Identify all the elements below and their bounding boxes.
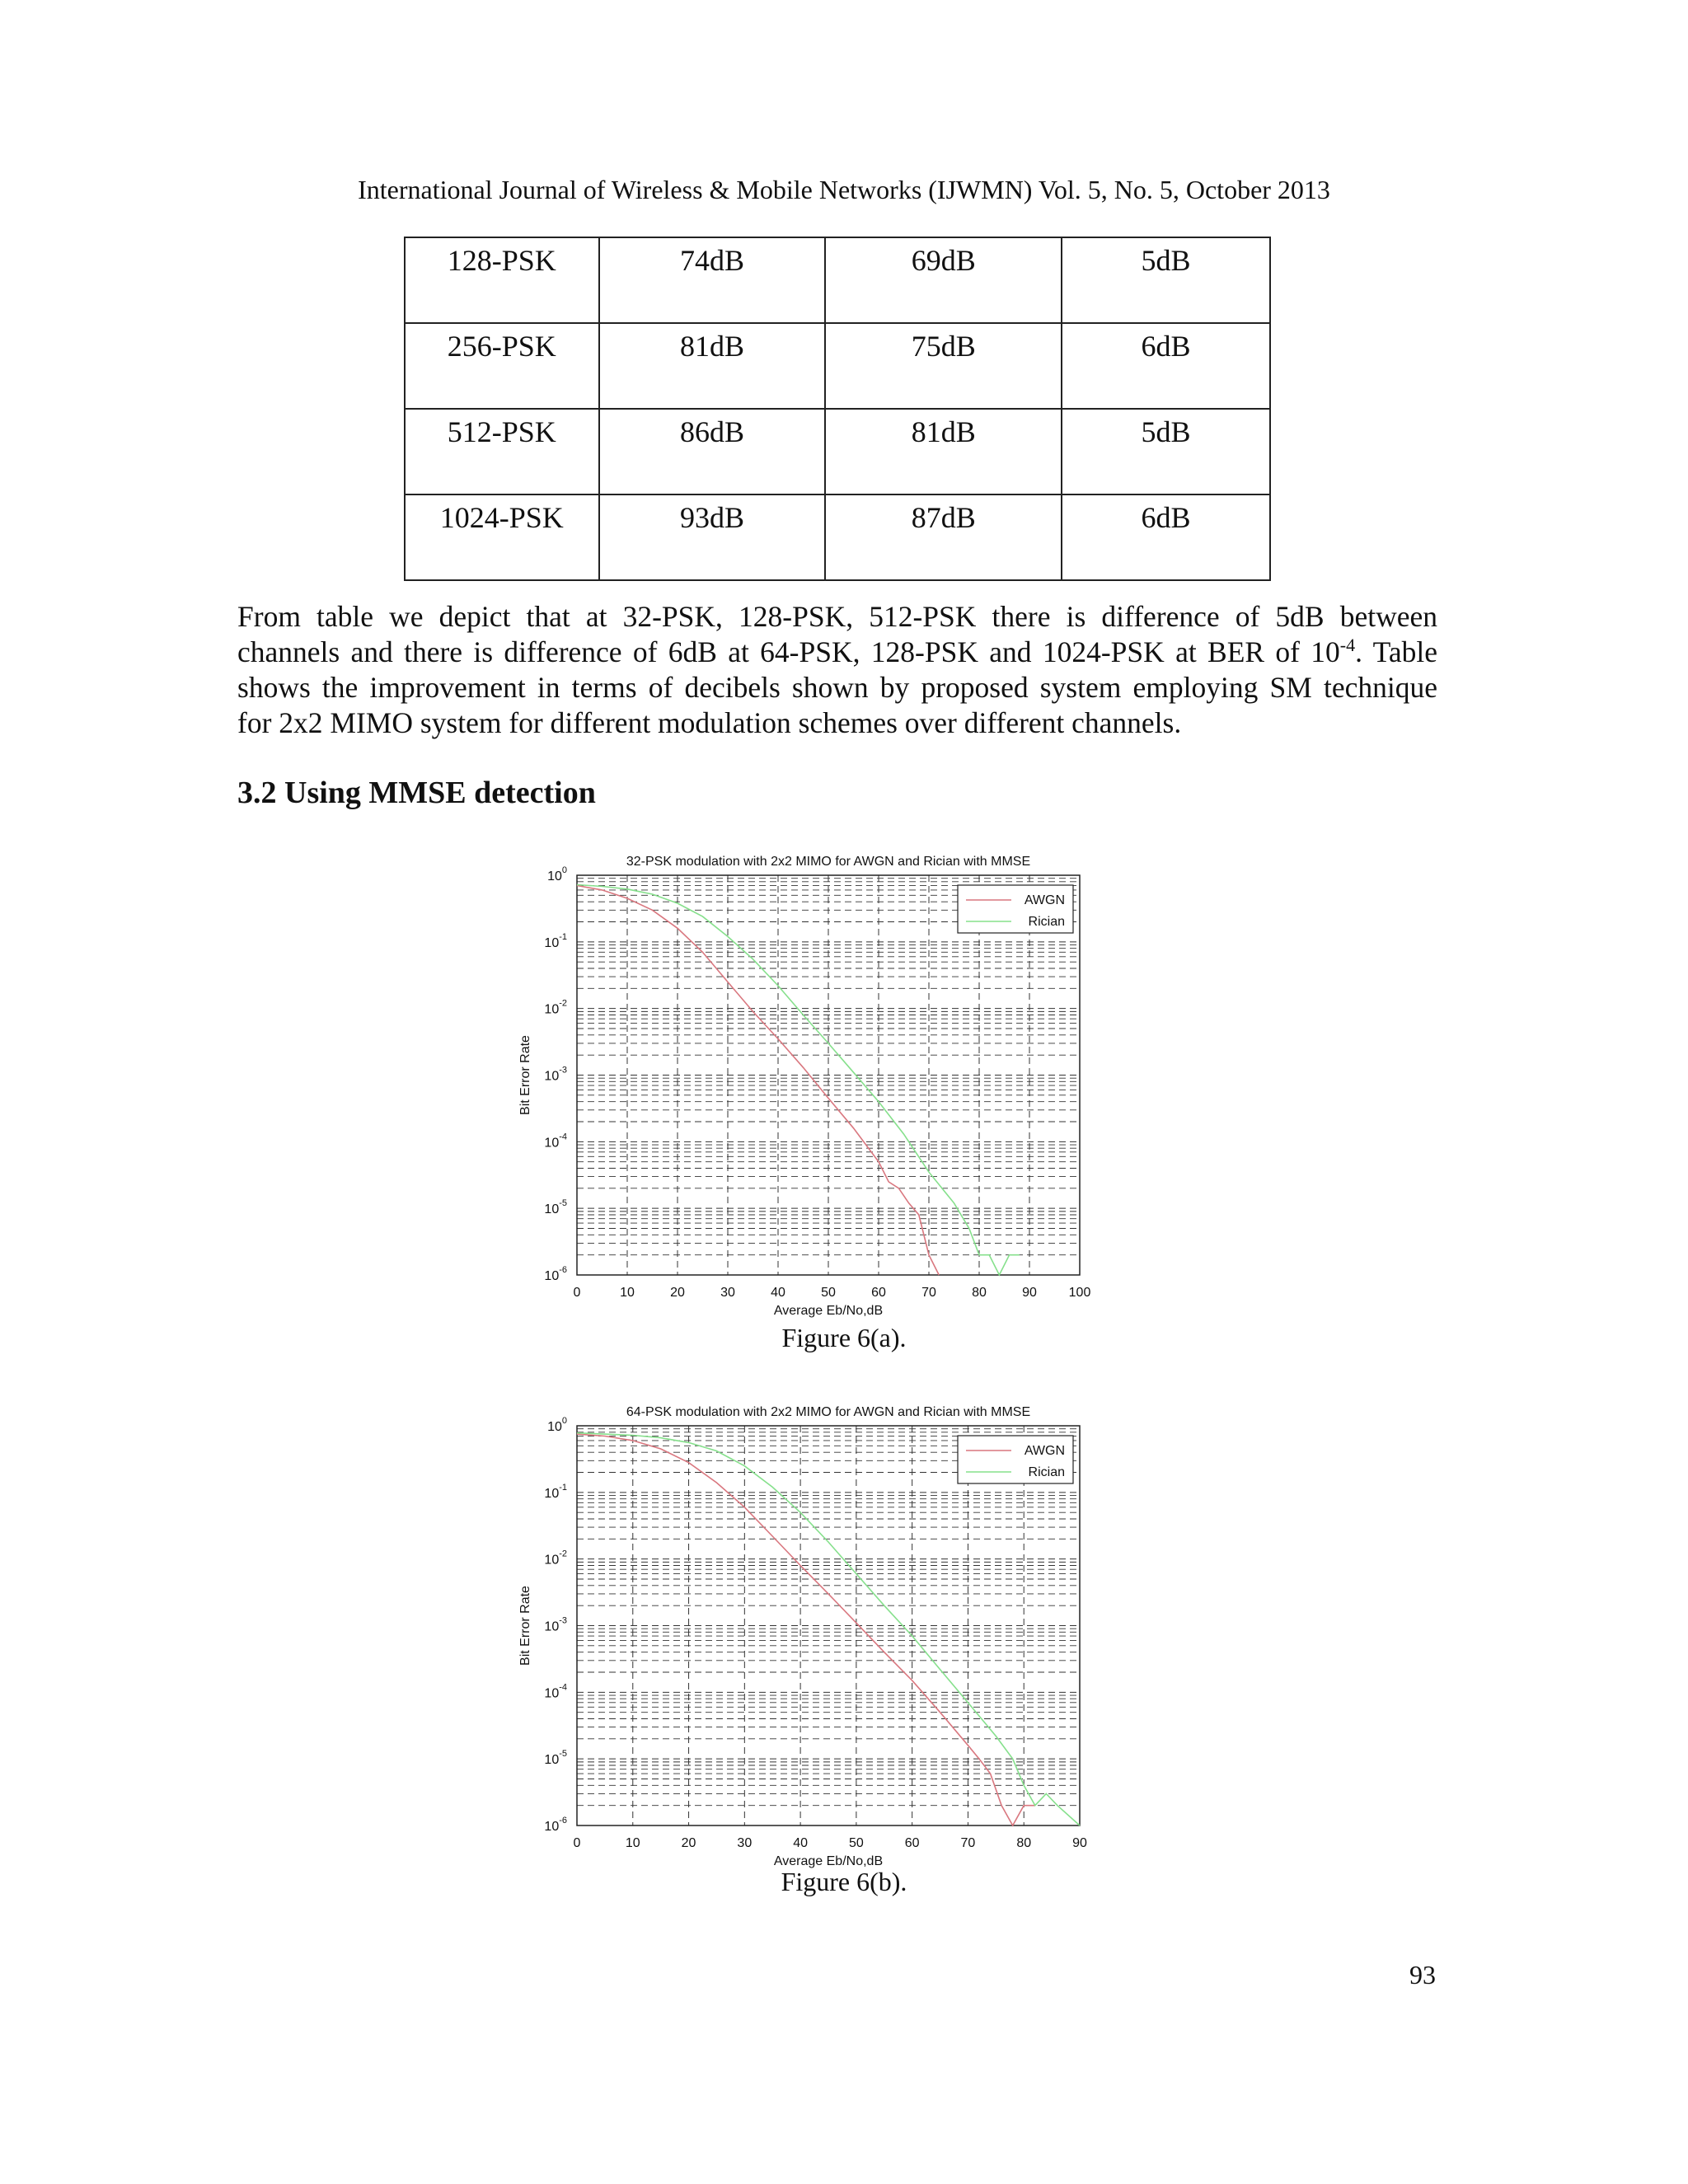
x-tick-label: 30	[720, 1286, 735, 1300]
table-cell: 128-PSK	[405, 237, 599, 323]
chart-title: 64-PSK modulation with 2x2 MIMO for AWGN and Rician with MMSE	[626, 1405, 1031, 1419]
table-cell: 86dB	[599, 409, 826, 494]
x-tick-label: 90	[1022, 1286, 1037, 1300]
legend-entry: Rician	[1028, 1465, 1065, 1479]
y-tick-label: $10^{-5}$	[544, 1749, 567, 1768]
paragraph-line: From table we depict that at 32-PSK, 128-PSK, 512-PSK there is difference of 5dB between	[237, 600, 1437, 633]
y-tick-label: $10^{-1}$	[544, 931, 567, 950]
x-tick-label: 10	[620, 1286, 635, 1300]
table-cell: 75dB	[825, 323, 1062, 409]
figure-caption: Figure 6(b).	[781, 1867, 907, 1896]
x-tick-label: 30	[737, 1836, 753, 1850]
table-row	[405, 323, 1270, 409]
x-tick-label: 60	[904, 1836, 920, 1850]
table-row	[405, 494, 1270, 580]
table-row	[405, 409, 1270, 494]
x-tick-label: 80	[1016, 1836, 1032, 1850]
x-tick-label: 70	[960, 1836, 976, 1850]
table-cell: 5dB	[1062, 237, 1270, 323]
paragraph-text: channels and there is difference of 6dB at 64-PSK, 128-PSK and 1024-PSK at BER of 10	[237, 635, 1340, 668]
table-cell: 69dB	[825, 237, 1062, 323]
x-tick-label: 70	[921, 1286, 936, 1300]
paragraph-line	[237, 635, 1437, 670]
x-tick-label: 60	[871, 1286, 886, 1300]
x-tick-label: 50	[821, 1286, 836, 1300]
table-cell: 81dB	[825, 409, 1062, 494]
section-heading: 3.2 Using MMSE detection	[237, 776, 596, 810]
y-tick-label: $10^{-3}$	[544, 1615, 567, 1634]
y-tick-label: $10^{-6}$	[544, 1816, 567, 1834]
y-tick-label: $10^{-5}$	[544, 1198, 567, 1217]
y-tick-label: $10^{-6}$	[544, 1265, 567, 1283]
y-axis-label: Bit Error Rate	[518, 1586, 532, 1666]
table-cell: 74dB	[599, 237, 826, 323]
x-tick-label: 40	[771, 1286, 785, 1300]
y-tick-label: $10^{-2}$	[544, 998, 567, 1017]
x-tick-label: 90	[1072, 1836, 1087, 1850]
legend-entry: AWGN	[1024, 893, 1065, 907]
table-row	[405, 237, 1270, 323]
results-table	[404, 237, 1271, 581]
paragraph-line: for 2x2 MIMO system for different modulation schemes over different channels.	[237, 706, 1182, 739]
y-tick-label: $10^{-2}$	[544, 1549, 567, 1568]
paragraph-line: shows the improvement in terms of decibels shown by proposed system employing SM technique	[237, 671, 1437, 704]
table-cell: 512-PSK	[405, 409, 599, 494]
y-tick-label: $10^{-4}$	[544, 1132, 567, 1151]
table-cell: 6dB	[1062, 494, 1270, 580]
legend-entry: Rician	[1028, 915, 1065, 929]
table-cell: 6dB	[1062, 323, 1270, 409]
y-axis-label: Bit Error Rate	[518, 1035, 532, 1115]
x-tick-label: 0	[573, 1286, 581, 1300]
y-tick-label: $10^{-3}$	[544, 1065, 567, 1084]
x-axis-label: Average Eb/No,dB	[773, 1304, 884, 1318]
body-paragraph	[237, 599, 1437, 741]
x-tick-label: 50	[848, 1836, 864, 1850]
table-cell: 1024-PSK	[405, 494, 599, 580]
table-cell: 81dB	[599, 323, 826, 409]
x-tick-label: 40	[793, 1836, 809, 1850]
x-tick-label: 20	[670, 1286, 685, 1300]
x-tick-label: 80	[972, 1286, 987, 1300]
figure-caption: Figure 6(a).	[781, 1323, 907, 1352]
y-tick-label: $10^{-1}$	[544, 1482, 567, 1501]
exponent: -4	[1339, 635, 1356, 656]
table-cell: 87dB	[825, 494, 1062, 580]
y-tick-label: $10^{-4}$	[544, 1682, 567, 1701]
x-tick-label: 20	[681, 1836, 696, 1850]
table-cell: 93dB	[599, 494, 826, 580]
x-tick-label: 100	[1068, 1286, 1091, 1300]
x-axis-label: Average Eb/No,dB	[773, 1854, 884, 1868]
ber-chart-32psk	[511, 842, 1104, 1320]
paragraph-text: . Table	[1355, 635, 1437, 668]
ber-chart-64psk	[511, 1393, 1104, 1871]
table-cell: 256-PSK	[405, 323, 599, 409]
page-number: 93	[1409, 1960, 1436, 1990]
chart-title: 32-PSK modulation with 2x2 MIMO for AWGN and Rician with MMSE	[626, 855, 1031, 869]
table-cell: 5dB	[1062, 409, 1270, 494]
x-tick-label: 0	[573, 1836, 581, 1850]
x-tick-label: 10	[625, 1836, 640, 1850]
y-tick-label: $10^0$	[547, 865, 567, 883]
legend-entry: AWGN	[1024, 1444, 1065, 1458]
running-header: International Journal of Wireless & Mobile Networks (IJWMN) Vol. 5, No. 5, October 2013	[358, 175, 1330, 204]
y-tick-label: $10^0$	[547, 1416, 567, 1434]
